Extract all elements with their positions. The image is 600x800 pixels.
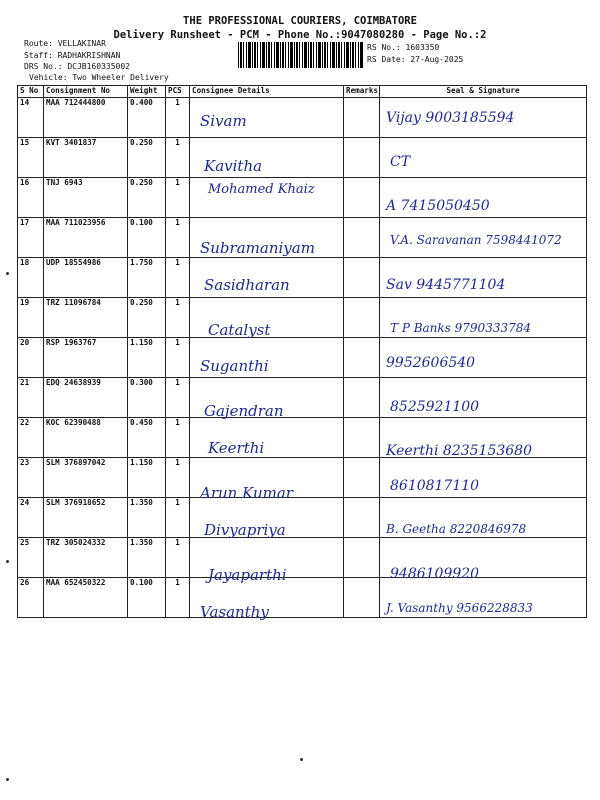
- handwritten-consignee-name: Kavitha: [204, 156, 263, 175]
- punch-mark: [6, 778, 9, 781]
- weight-cell: 1.750: [128, 258, 166, 298]
- sno-cell: 23: [18, 458, 44, 498]
- handwritten-signature: 8610817110: [390, 478, 480, 495]
- col-signature: Seal & Signature: [380, 86, 587, 98]
- pcs-cell: 1: [166, 418, 190, 458]
- handwritten-consignee-name: Divyapriya: [204, 521, 286, 539]
- weight-cell: 0.300: [128, 378, 166, 418]
- consignment-cell: KOC 62390488: [44, 418, 128, 458]
- col-remarks: Remarks: [344, 86, 380, 98]
- handwritten-consignee-name: Keerthi: [208, 439, 265, 458]
- sno-cell: 14: [18, 98, 44, 138]
- rs-number: RS No.: 1603350: [367, 43, 440, 52]
- sno-cell: 19: [18, 298, 44, 338]
- pcs-cell: 1: [166, 538, 190, 578]
- handwritten-signature: B. Geetha 8220846978: [386, 522, 527, 536]
- sno-cell: 18: [18, 258, 44, 298]
- remarks-cell: [344, 498, 380, 538]
- consignment-cell: RSP 1963767: [44, 338, 128, 378]
- consignment-cell: SLM 376918652: [44, 498, 128, 538]
- handwritten-signature: J. Vasanthy 9566228833: [386, 600, 533, 615]
- remarks-cell: [344, 178, 380, 218]
- pcs-cell: 1: [166, 378, 190, 418]
- consignment-cell: MAA 652450322: [44, 578, 128, 618]
- weight-cell: 1.350: [128, 498, 166, 538]
- remarks-cell: [344, 338, 380, 378]
- rs-date: RS Date: 27-Aug-2025: [367, 55, 464, 64]
- barcode: [238, 42, 364, 68]
- handwritten-signature: 9486109920: [390, 565, 480, 582]
- col-consignee: Consignee Details: [190, 86, 344, 98]
- handwritten-signature: Keerthi 8235153680: [386, 443, 532, 460]
- weight-cell: 0.100: [128, 578, 166, 618]
- col-sno: S No: [18, 86, 44, 98]
- consignment-cell: EDQ 24638939: [44, 378, 128, 418]
- pcs-cell: 1: [166, 298, 190, 338]
- remarks-cell: [344, 378, 380, 418]
- table-row: [18, 458, 587, 498]
- handwritten-consignee-name: Sivam: [200, 112, 247, 130]
- weight-cell: 0.400: [128, 98, 166, 138]
- remarks-cell: [344, 98, 380, 138]
- drs-number: DRS No.: DCJB160335002: [24, 62, 130, 71]
- remarks-cell: [344, 298, 380, 338]
- sno-cell: 16: [18, 178, 44, 218]
- pcs-cell: 1: [166, 498, 190, 538]
- weight-cell: 1.150: [128, 458, 166, 498]
- sno-cell: 24: [18, 498, 44, 538]
- remarks-cell: [344, 538, 380, 578]
- consignment-cell: TNJ 6943: [44, 178, 128, 218]
- remarks-cell: [344, 258, 380, 298]
- sno-cell: 20: [18, 338, 44, 378]
- remarks-cell: [344, 578, 380, 618]
- punch-mark: [6, 560, 9, 563]
- punch-mark: [6, 272, 9, 275]
- pcs-cell: 1: [166, 578, 190, 618]
- handwritten-consignee-name: Subramaniyam: [200, 238, 315, 257]
- weight-cell: 1.150: [128, 338, 166, 378]
- handwritten-signature: Sav 9445771104: [386, 276, 506, 293]
- pcs-cell: 1: [166, 178, 190, 218]
- consignment-cell: UDP 18554986: [44, 258, 128, 298]
- weight-cell: 0.250: [128, 178, 166, 218]
- handwritten-consignee-name: Gajendran: [204, 402, 284, 421]
- sno-cell: 21: [18, 378, 44, 418]
- weight-cell: 0.100: [128, 218, 166, 258]
- handwritten-consignee-name: Mohamed Khaiz: [208, 181, 315, 197]
- weight-cell: 0.250: [128, 298, 166, 338]
- sno-cell: 15: [18, 138, 44, 178]
- col-pcs: PCS: [166, 86, 190, 98]
- table-row: [18, 338, 587, 378]
- punch-mark: [300, 758, 303, 761]
- consignment-cell: TRZ 305024332: [44, 538, 128, 578]
- consignment-cell: KVT 3401837: [44, 138, 128, 178]
- remarks-cell: [344, 138, 380, 178]
- consignment-cell: MAA 712444800: [44, 98, 128, 138]
- remarks-cell: [344, 218, 380, 258]
- vehicle-label: Vehicle: Two Wheeler Delivery: [29, 73, 169, 82]
- handwritten-signature: A 7415050450: [386, 197, 490, 214]
- handwritten-signature: T P Banks 9790333784: [390, 320, 531, 335]
- handwritten-signature: V.A. Saravanan 7598441072: [390, 232, 562, 247]
- handwritten-consignee-name: Catalyst: [208, 320, 271, 339]
- col-weight: Weight: [128, 86, 166, 98]
- table-row: [18, 378, 587, 418]
- sno-cell: 17: [18, 218, 44, 258]
- pcs-cell: 1: [166, 218, 190, 258]
- sno-cell: 26: [18, 578, 44, 618]
- handwritten-signature: CT: [390, 153, 411, 170]
- weight-cell: 0.250: [128, 138, 166, 178]
- remarks-cell: [344, 418, 380, 458]
- signature-cell: [380, 138, 587, 178]
- consignment-cell: MAA 711023956: [44, 218, 128, 258]
- weight-cell: 0.450: [128, 418, 166, 458]
- pcs-cell: 1: [166, 258, 190, 298]
- pcs-cell: 1: [166, 458, 190, 498]
- sno-cell: 22: [18, 418, 44, 458]
- handwritten-consignee-name: Vasanthy: [200, 602, 269, 621]
- runsheet-subtitle: Delivery Runsheet - PCM - Phone No.:9047080280 - Page No.:2: [113, 29, 487, 41]
- handwritten-consignee-name: Suganthi: [200, 357, 269, 376]
- pcs-cell: 1: [166, 98, 190, 138]
- table-row: [18, 538, 587, 578]
- handwritten-consignee-name: Jayaparthi: [208, 565, 287, 584]
- pcs-cell: 1: [166, 138, 190, 178]
- sno-cell: 25: [18, 538, 44, 578]
- handwritten-consignee-name: Arun Kumar: [200, 484, 293, 503]
- table-header-row: [18, 86, 587, 98]
- handwritten-consignee-name: Sasidharan: [204, 275, 290, 294]
- company-title: THE PROFESSIONAL COURIERS, COIMBATORE: [183, 15, 417, 27]
- runsheet-table: [17, 85, 587, 618]
- handwritten-signature: Vijay 9003185594: [386, 110, 515, 126]
- staff-label: Staff: RADHAKRISHNAN: [24, 51, 121, 60]
- consignment-cell: TRZ 11096784: [44, 298, 128, 338]
- table-row: [18, 138, 587, 178]
- handwritten-signature: 9952606540: [386, 355, 476, 372]
- consignment-cell: SLM 376897042: [44, 458, 128, 498]
- col-consignment: Consignment No: [44, 86, 128, 98]
- handwritten-signature: 8525921100: [390, 399, 480, 416]
- route-label: Route: VELLAKINAR: [24, 39, 106, 48]
- remarks-cell: [344, 458, 380, 498]
- weight-cell: 1.350: [128, 538, 166, 578]
- pcs-cell: 1: [166, 338, 190, 378]
